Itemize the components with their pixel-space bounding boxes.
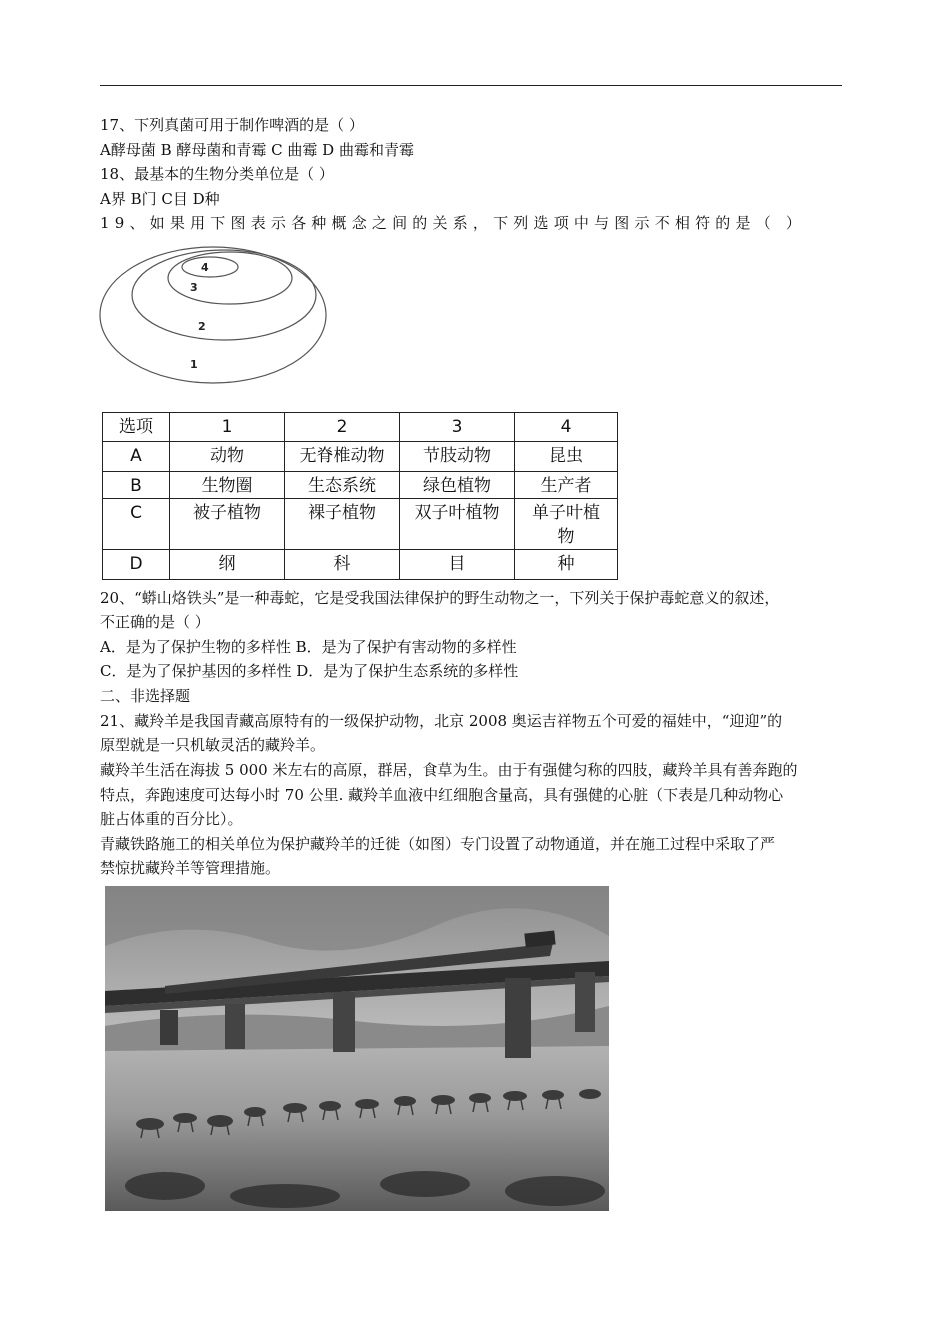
table-cell: 单子叶植 物 [515,499,618,550]
table-cell: 绿色植物 [400,472,515,499]
table-cell: 被子植物 [170,499,285,550]
table-cell: 纲 [170,550,285,580]
q21-p1-line2: 原型就是一只机敏灵活的藏羚羊。 [100,736,326,754]
ellipse-1 [100,247,326,383]
table-cell: 生物圈 [170,472,285,499]
q18-options: A界 B门 C目 D种 [100,190,220,208]
diagram-label-1: 1 [190,358,198,371]
header-rule [100,85,842,86]
table-row [103,472,618,499]
options-table [102,412,618,580]
section-heading: 二、非选择题 [100,687,191,705]
table-cell: 动物 [170,442,285,472]
table-row [103,550,618,580]
q20-options-cd: C．是为了保护基因的多样性 D．是为了保护生态系统的多样性 [100,662,519,680]
table-header-cell: 2 [285,413,400,442]
q21-p2-line1: 藏羚羊生活在海拔 5 000 米左右的高原，群居，食草为生。由于有强健匀称的四肢，藏羚羊具有善奔跑的 [100,761,798,779]
q20-stem-line2: 不正确的是（ ） [100,613,210,631]
nested-ellipses-diagram [98,245,338,395]
table-cell: 生态系统 [285,472,400,499]
q17-stem: 17、下列真菌可用于制作啤酒的是（ ） [100,116,364,134]
table-header-row [103,413,618,442]
q21-p2-line3: 脏占体重的百分比）。 [100,810,243,828]
table-header-cell: 选项 [103,413,170,442]
table-cell: D [103,550,170,580]
table-header-cell: 4 [515,413,618,442]
diagram-label-4: 4 [201,261,209,274]
table-header-cell: 1 [170,413,285,442]
diagram-label-2: 2 [198,320,206,333]
table-cell: 目 [400,550,515,580]
q20-stem-line1: 20、“蟒山烙铁头”是一种毒蛇，它是受我国法律保护的野生动物之一，下列关于保护毒蛇意义的叙述， [100,589,780,607]
table-cell: 双子叶植物 [400,499,515,550]
q19-stem: 19、如果用下图表示各种概念之间的关系，下列选项中与图示不相符的是（ ） [100,214,807,232]
q20-options-ab: A．是为了保护生物的多样性 B．是为了保护有害动物的多样性 [100,638,517,656]
table-row [103,499,618,550]
q21-p2-line2: 特点，奔跑速度可达每小时 70 公里. 藏羚羊血液中红细胞含量高，具有强健的心脏（下表是几种动物心 [100,786,784,804]
table-cell: A [103,442,170,472]
table-cell: B [103,472,170,499]
table-cell: 科 [285,550,400,580]
q21-p1-line1: 21、藏羚羊是我国青藏高原特有的一级保护动物，北京 2008 奥运吉祥物五个可爱的福娃中，“迎迎”的 [100,712,783,730]
table-cell: 昆虫 [515,442,618,472]
table-row [103,442,618,472]
q21-p3-line1: 青藏铁路施工的相关单位为保护藏羚羊的迁徙（如图）专门设置了动物通道，并在施工过程中采取了严 [100,835,776,853]
q21-p3-line2: 禁惊扰藏羚羊等管理措施。 [100,859,281,877]
table-cell: 节肢动物 [400,442,515,472]
table-header-cell: 3 [400,413,515,442]
photo-illustration [105,886,609,1211]
train-bridge-antelope-photo [105,886,609,1211]
table-cell: 种 [515,550,618,580]
table-cell: 无脊椎动物 [285,442,400,472]
q17-options: A酵母菌 B 酵母菌和青霉 C 曲霉 D 曲霉和青霉 [100,141,414,159]
q18-stem: 18、最基本的生物分类单位是（ ） [100,165,334,183]
table-cell: 裸子植物 [285,499,400,550]
ellipse-2 [132,250,316,340]
table-cell: C [103,499,170,550]
ellipse-4 [182,257,238,277]
table-cell: 生产者 [515,472,618,499]
diagram-label-3: 3 [190,281,198,294]
